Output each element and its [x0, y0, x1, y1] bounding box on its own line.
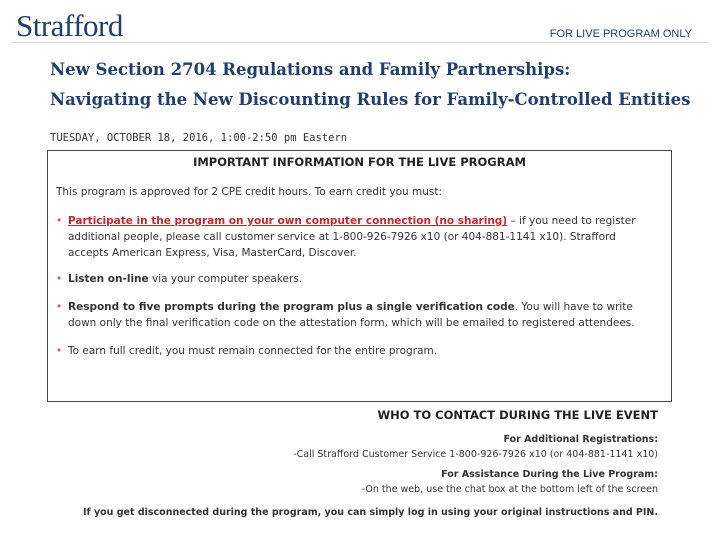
- respond-rest: . You will have to write down only the final verification code on the attestation form, which will be emailed to registered attendees.: [68, 301, 635, 329]
- assistance-text: -On the web, use the chat box at the bottom left of the screen: [361, 484, 658, 495]
- listen-rest: via your computer speakers.: [148, 273, 303, 285]
- bullet-dot: •: [56, 301, 63, 313]
- contact-heading: WHO TO CONTACT DURING THE LIVE EVENT: [377, 408, 658, 422]
- bullet-respond: [56, 299, 656, 331]
- registrations-text: -Call Strafford Customer Service 1-800-926-7926 x10 (or 404-881-1141 x10): [293, 449, 658, 460]
- live-program-only-label: FOR LIVE PROGRAM ONLY: [549, 28, 692, 40]
- bullet-listen: [56, 271, 656, 287]
- respond-bold: Respond to five prompts during the program plus a single verification code: [68, 301, 515, 313]
- header-divider: [12, 42, 708, 43]
- assistance-label: For Assistance During the Live Program:: [441, 469, 658, 480]
- page-title-line-1: New Section 2704 Regulations and Family Partnerships:: [50, 60, 571, 79]
- registrations-label: For Additional Registrations:: [503, 434, 658, 445]
- program-date: TUESDAY, OCTOBER 18, 2016, 1:00-2:50 pm Eastern: [50, 132, 348, 144]
- credit-intro: This program is approved for 2 CPE credit hours. To earn credit you must:: [56, 186, 443, 198]
- page-title-line-2: Navigating the New Discounting Rules for Family-Controlled Entities: [50, 90, 691, 109]
- listen-bold: Listen on-line: [68, 273, 149, 285]
- bullet-dot: •: [56, 345, 63, 357]
- bullet-dot: •: [56, 215, 63, 227]
- disconnect-note: If you get disconnected during the program, you can simply log in using your original instructions and PIN.: [82, 507, 658, 518]
- bullet-dot: •: [56, 273, 63, 285]
- participate-link[interactable]: Participate in the program on your own computer connection (no sharing): [68, 215, 508, 227]
- strafford-logo: Strafford: [16, 8, 123, 43]
- important-info-box: [47, 150, 672, 402]
- important-info-heading: IMPORTANT INFORMATION FOR THE LIVE PROGRAM: [193, 155, 526, 169]
- bullet-full-credit: [56, 343, 656, 359]
- participate-rest: – if you need to register additional people, please call customer service at 1-800-926-7926 x10 (or 404-881-1141 x10). Strafford accepts American Express, Visa, MasterCard, Discover.: [68, 215, 636, 259]
- bullet-participate: [56, 213, 656, 261]
- full-credit-text: To earn full credit, you must remain connected for the entire program.: [68, 345, 438, 357]
